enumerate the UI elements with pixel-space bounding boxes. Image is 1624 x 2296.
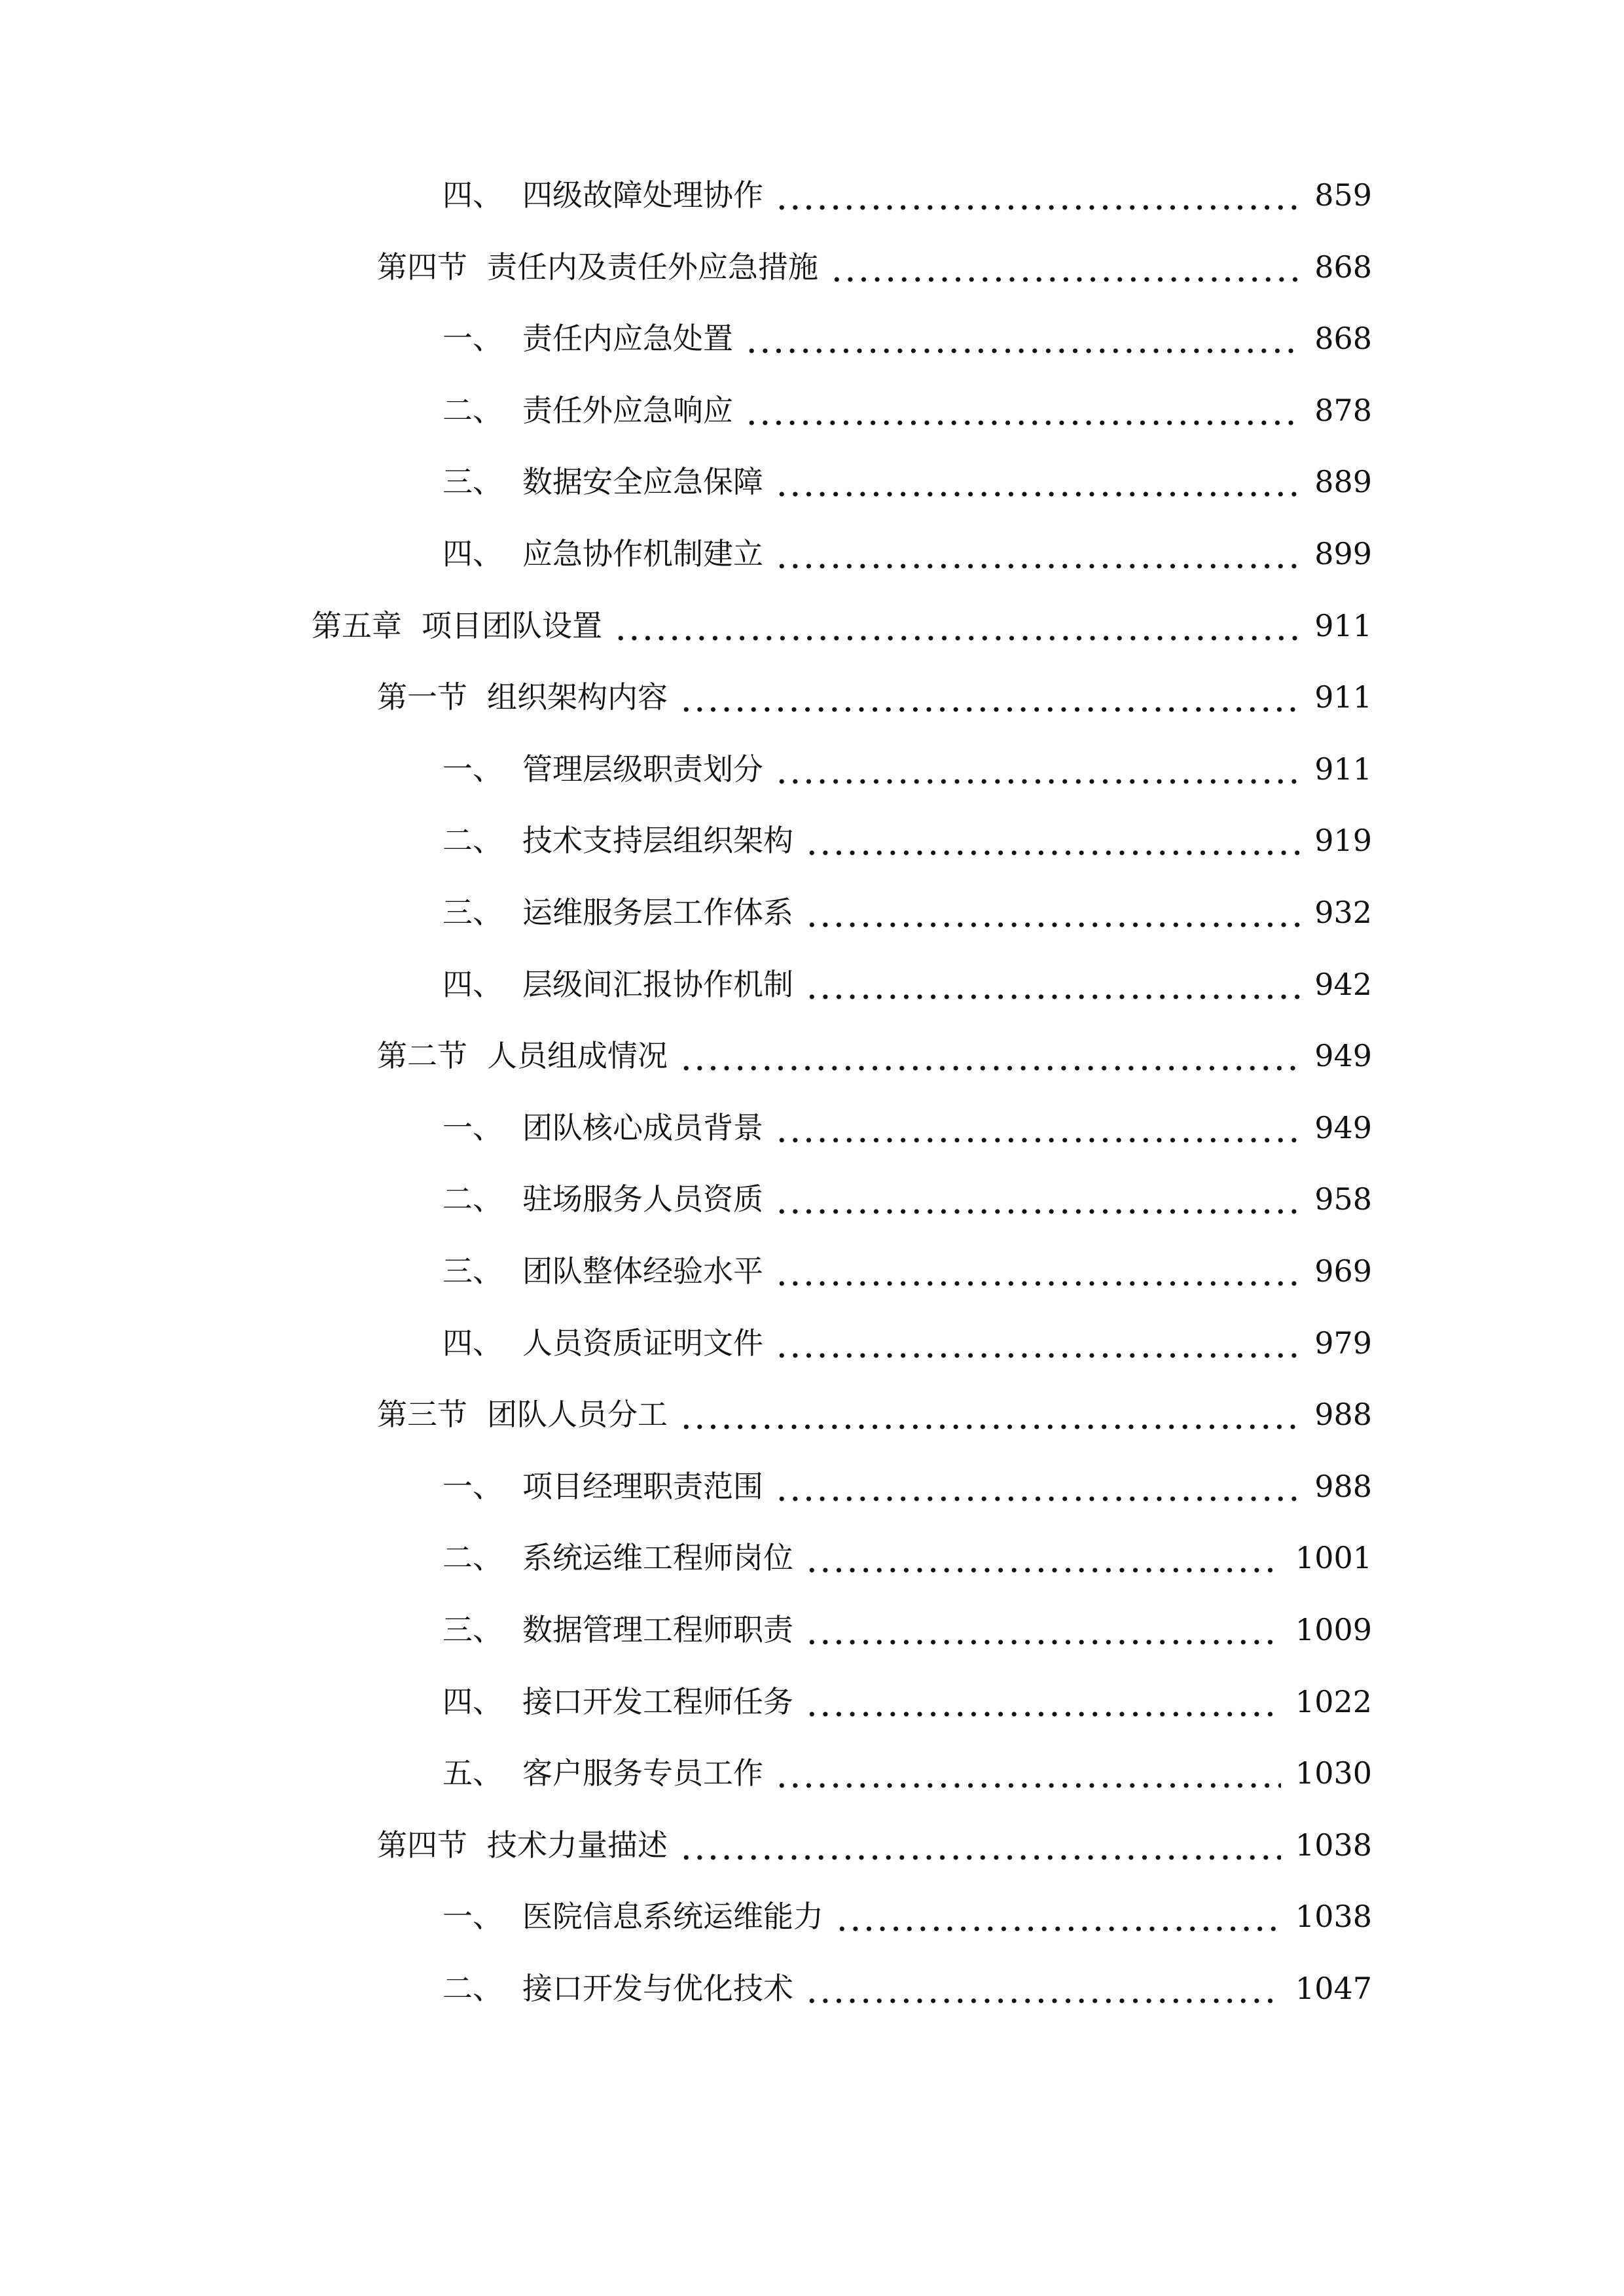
toc-entry-title: 四级故障处理协作 bbox=[522, 177, 763, 213]
toc-entry[interactable] bbox=[442, 1607, 1372, 1653]
toc-entry[interactable] bbox=[442, 531, 1372, 577]
toc-entry-title: 人员组成情况 bbox=[487, 1038, 668, 1073]
toc-entry-page-number: 911 bbox=[1314, 679, 1372, 715]
dot-leader bbox=[775, 746, 1300, 792]
dot-leader bbox=[775, 1176, 1300, 1222]
dot-leader bbox=[805, 1679, 1281, 1725]
toc-entry-title: 团队核心成员背景 bbox=[522, 1110, 763, 1145]
toc-entry[interactable] bbox=[442, 1535, 1372, 1581]
toc-entry-page-number: 932 bbox=[1314, 895, 1372, 930]
toc-entry-number: 二、 bbox=[442, 393, 503, 428]
toc-entry-number: 二、 bbox=[442, 1971, 503, 2006]
dot-leader bbox=[679, 1822, 1281, 1868]
toc-entry-number: 第一节 bbox=[377, 679, 467, 715]
toc-entry-title: 运维服务层工作体系 bbox=[522, 895, 793, 930]
toc-entry[interactable] bbox=[442, 1893, 1372, 1939]
toc-entry-page-number: 1001 bbox=[1295, 1540, 1372, 1575]
toc-entry-title: 层级间汇报协作机制 bbox=[522, 967, 793, 1002]
toc-entry-title: 接口开发工程师任务 bbox=[522, 1684, 793, 1719]
toc-entry-title: 数据安全应急保障 bbox=[522, 464, 763, 499]
toc-entry[interactable] bbox=[442, 889, 1372, 935]
toc-entry-number: 一、 bbox=[442, 1110, 503, 1145]
dot-leader bbox=[679, 674, 1300, 720]
toc-entry-number: 第二节 bbox=[377, 1038, 467, 1073]
toc-entry-title: 人员资质证明文件 bbox=[522, 1325, 763, 1361]
toc-entry-page-number: 919 bbox=[1314, 823, 1372, 858]
toc-entry-number: 三、 bbox=[442, 1253, 503, 1289]
toc-entry-title: 管理层级职责划分 bbox=[522, 751, 763, 787]
toc-entry-page-number: 859 bbox=[1314, 177, 1372, 213]
toc-entry-title: 团队整体经验水平 bbox=[522, 1253, 763, 1289]
toc-entry-page-number: 868 bbox=[1314, 321, 1372, 356]
dot-leader bbox=[775, 1463, 1300, 1509]
toc-entry[interactable] bbox=[377, 244, 1372, 290]
toc-entry-page-number: 878 bbox=[1314, 393, 1372, 428]
toc-entry-page-number: 979 bbox=[1314, 1325, 1372, 1361]
toc-entry-title: 团队人员分工 bbox=[487, 1397, 668, 1432]
dot-leader bbox=[835, 1893, 1281, 1939]
toc-entry[interactable] bbox=[377, 674, 1372, 720]
toc-entry[interactable] bbox=[442, 1105, 1372, 1151]
toc-entry[interactable] bbox=[442, 387, 1372, 433]
toc-entry[interactable] bbox=[442, 1463, 1372, 1509]
toc-entry-title: 医院信息系统运维能力 bbox=[522, 1899, 823, 1934]
toc-entry[interactable] bbox=[377, 1822, 1372, 1868]
toc-entry[interactable] bbox=[442, 172, 1372, 218]
toc-entry-title: 责任外应急响应 bbox=[522, 393, 733, 428]
toc-entry-page-number: 911 bbox=[1314, 608, 1372, 643]
toc-entry-title: 接口开发与优化技术 bbox=[522, 1971, 793, 2006]
toc-entry-page-number: 1030 bbox=[1295, 1755, 1372, 1791]
toc-entry[interactable] bbox=[377, 1033, 1372, 1079]
toc-entry-number: 四、 bbox=[442, 1684, 503, 1719]
toc-entry-page-number: 969 bbox=[1314, 1253, 1372, 1289]
toc-entry-title: 驻场服务人员资质 bbox=[522, 1181, 763, 1217]
dot-leader bbox=[805, 889, 1300, 935]
toc-entry[interactable] bbox=[442, 459, 1372, 505]
toc-entry-number: 一、 bbox=[442, 321, 503, 356]
toc-entry-page-number: 949 bbox=[1314, 1038, 1372, 1073]
toc-entry-page-number: 949 bbox=[1314, 1110, 1372, 1145]
toc-entry-number: 第四节 bbox=[377, 249, 467, 285]
toc-entry[interactable] bbox=[442, 1320, 1372, 1366]
dot-leader bbox=[805, 1535, 1281, 1581]
toc-entry-title: 项目经理职责范围 bbox=[522, 1469, 763, 1504]
dot-leader bbox=[614, 603, 1300, 649]
dot-leader bbox=[775, 531, 1300, 577]
toc-entry-page-number: 1047 bbox=[1295, 1971, 1372, 2006]
toc-entry-number: 一、 bbox=[442, 1469, 503, 1504]
dot-leader bbox=[775, 1105, 1300, 1151]
toc-entry[interactable] bbox=[442, 817, 1372, 863]
toc-entry[interactable] bbox=[377, 1391, 1372, 1437]
toc-entry-number: 第五章 bbox=[312, 608, 402, 643]
toc-entry-title: 组织架构内容 bbox=[487, 679, 668, 715]
toc-entry-number: 三、 bbox=[442, 464, 503, 499]
toc-entry-number: 二、 bbox=[442, 1540, 503, 1575]
toc-entry[interactable] bbox=[442, 1965, 1372, 2011]
toc-entry-number: 四、 bbox=[442, 177, 503, 213]
toc-entry-number: 第三节 bbox=[377, 1397, 467, 1432]
toc-entry-number: 第四节 bbox=[377, 1827, 467, 1863]
toc-entry-number: 四、 bbox=[442, 1325, 503, 1361]
dot-leader bbox=[775, 1248, 1300, 1294]
toc-entry-page-number: 1009 bbox=[1295, 1612, 1372, 1647]
toc-entry[interactable] bbox=[442, 315, 1372, 361]
toc-entry-page-number: 868 bbox=[1314, 249, 1372, 285]
toc-entry-page-number: 899 bbox=[1314, 536, 1372, 571]
dot-leader bbox=[679, 1033, 1300, 1079]
dot-leader bbox=[830, 244, 1300, 290]
toc-entry-number: 一、 bbox=[442, 751, 503, 787]
toc-entry-number: 五、 bbox=[442, 1755, 503, 1791]
toc-entry-title: 技术力量描述 bbox=[487, 1827, 668, 1863]
toc-entry[interactable] bbox=[442, 746, 1372, 792]
toc-entry-page-number: 942 bbox=[1314, 967, 1372, 1002]
toc-entry-title: 责任内应急处置 bbox=[522, 321, 733, 356]
toc-entry-number: 三、 bbox=[442, 895, 503, 930]
dot-leader bbox=[745, 315, 1300, 361]
toc-entry-page-number: 911 bbox=[1314, 751, 1372, 787]
toc-entry-page-number: 889 bbox=[1314, 464, 1372, 499]
toc-entry-page-number: 958 bbox=[1314, 1181, 1372, 1217]
dot-leader bbox=[679, 1391, 1300, 1437]
dot-leader bbox=[805, 817, 1300, 863]
toc-entry-page-number: 1038 bbox=[1295, 1899, 1372, 1934]
toc-entry-title: 技术支持层组织架构 bbox=[522, 823, 793, 858]
toc-entry-number: 二、 bbox=[442, 823, 503, 858]
toc-entry-number: 一、 bbox=[442, 1899, 503, 1934]
dot-leader bbox=[805, 1965, 1281, 2011]
toc-entry[interactable] bbox=[442, 1248, 1372, 1294]
toc-entry[interactable] bbox=[442, 1176, 1372, 1222]
dot-leader bbox=[805, 961, 1300, 1007]
toc-entry-title: 系统运维工程师岗位 bbox=[522, 1540, 793, 1575]
toc-entry-title: 责任内及责任外应急措施 bbox=[487, 249, 818, 285]
toc-entry-title: 数据管理工程师职责 bbox=[522, 1612, 793, 1647]
toc-entry-number: 二、 bbox=[442, 1181, 503, 1217]
dot-leader bbox=[775, 172, 1300, 218]
toc-entry-page-number: 1038 bbox=[1295, 1827, 1372, 1863]
toc-entry[interactable] bbox=[312, 603, 1372, 649]
toc-entry-number: 四、 bbox=[442, 967, 503, 1002]
dot-leader bbox=[775, 1750, 1281, 1796]
toc-entry-title: 项目团队设置 bbox=[422, 608, 602, 643]
toc-entry[interactable] bbox=[442, 1750, 1372, 1796]
toc-entry-title: 客户服务专员工作 bbox=[522, 1755, 763, 1791]
dot-leader bbox=[805, 1607, 1281, 1653]
toc-entry-page-number: 988 bbox=[1314, 1469, 1372, 1504]
toc-entry-number: 四、 bbox=[442, 536, 503, 571]
toc-entry-title: 应急协作机制建立 bbox=[522, 536, 763, 571]
toc-entry-page-number: 988 bbox=[1314, 1397, 1372, 1432]
dot-leader bbox=[745, 387, 1300, 433]
toc-entry-page-number: 1022 bbox=[1295, 1684, 1372, 1719]
dot-leader bbox=[775, 1320, 1300, 1366]
toc-entry[interactable] bbox=[442, 1679, 1372, 1725]
toc-entry-number: 三、 bbox=[442, 1612, 503, 1647]
dot-leader bbox=[775, 459, 1300, 505]
toc-entry[interactable] bbox=[442, 961, 1372, 1007]
